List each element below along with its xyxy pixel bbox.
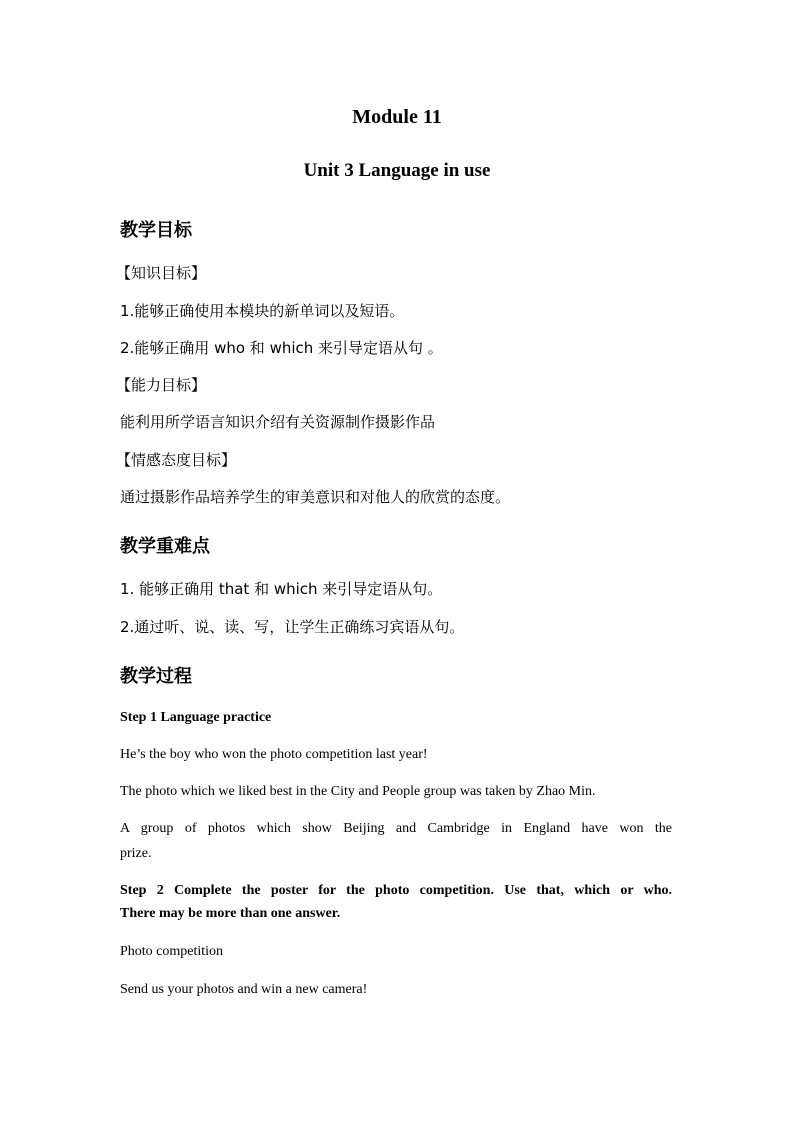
page-subtitle: Unit 3 Language in use — [303, 160, 491, 181]
step1-sentence-3-line-2: prize. — [120, 846, 152, 861]
step1-title: Step 1 Language practice — [120, 710, 272, 725]
step2-title-line-2: There may be more than one answer. — [120, 906, 341, 921]
ability-label: 【能力目标】 — [116, 376, 207, 394]
step1-sentence-3-line-1: A group of photos which show Beijing and Cambridge in England have won the — [120, 821, 672, 836]
knowledge-item-2: 2.能够正确用 who 和 which 来引导定语从句 。 — [120, 339, 443, 357]
key-point-1: 1. 能够正确用 that 和 which 来引导定语从句。 — [120, 580, 443, 598]
emotion-label: 【情感态度目标】 — [116, 451, 237, 469]
key-points-heading: 教学重难点 — [120, 536, 210, 557]
knowledge-item-1: 1.能够正确使用本模块的新单词以及短语。 — [120, 302, 405, 320]
step1-sentence-2: The photo which we liked best in the City and People group was taken by Zhao Min. — [120, 784, 596, 799]
page-title: Module 11 — [352, 106, 442, 128]
step1-sentence-1: He’s the boy who won the photo competition last year! — [120, 747, 428, 762]
poster-line-1: Photo competition — [120, 944, 224, 959]
poster-line-2: Send us your photos and win a new camera! — [120, 982, 368, 997]
objectives-heading: 教学目标 — [120, 220, 192, 241]
knowledge-label: 【知识目标】 — [116, 264, 207, 282]
ability-item-1: 能利用所学语言知识介绍有关资源制作摄影作品 — [120, 413, 436, 431]
process-heading: 教学过程 — [120, 666, 192, 687]
step2-title-line-1: Step 2 Complete the poster for the photo competition. Use that, which or who. — [120, 883, 672, 898]
key-point-2: 2.通过听、说、读、写，让学生正确练习宾语从句。 — [120, 618, 465, 636]
emotion-item-1: 通过摄影作品培养学生的审美意识和对他人的欣赏的态度。 — [120, 488, 511, 506]
